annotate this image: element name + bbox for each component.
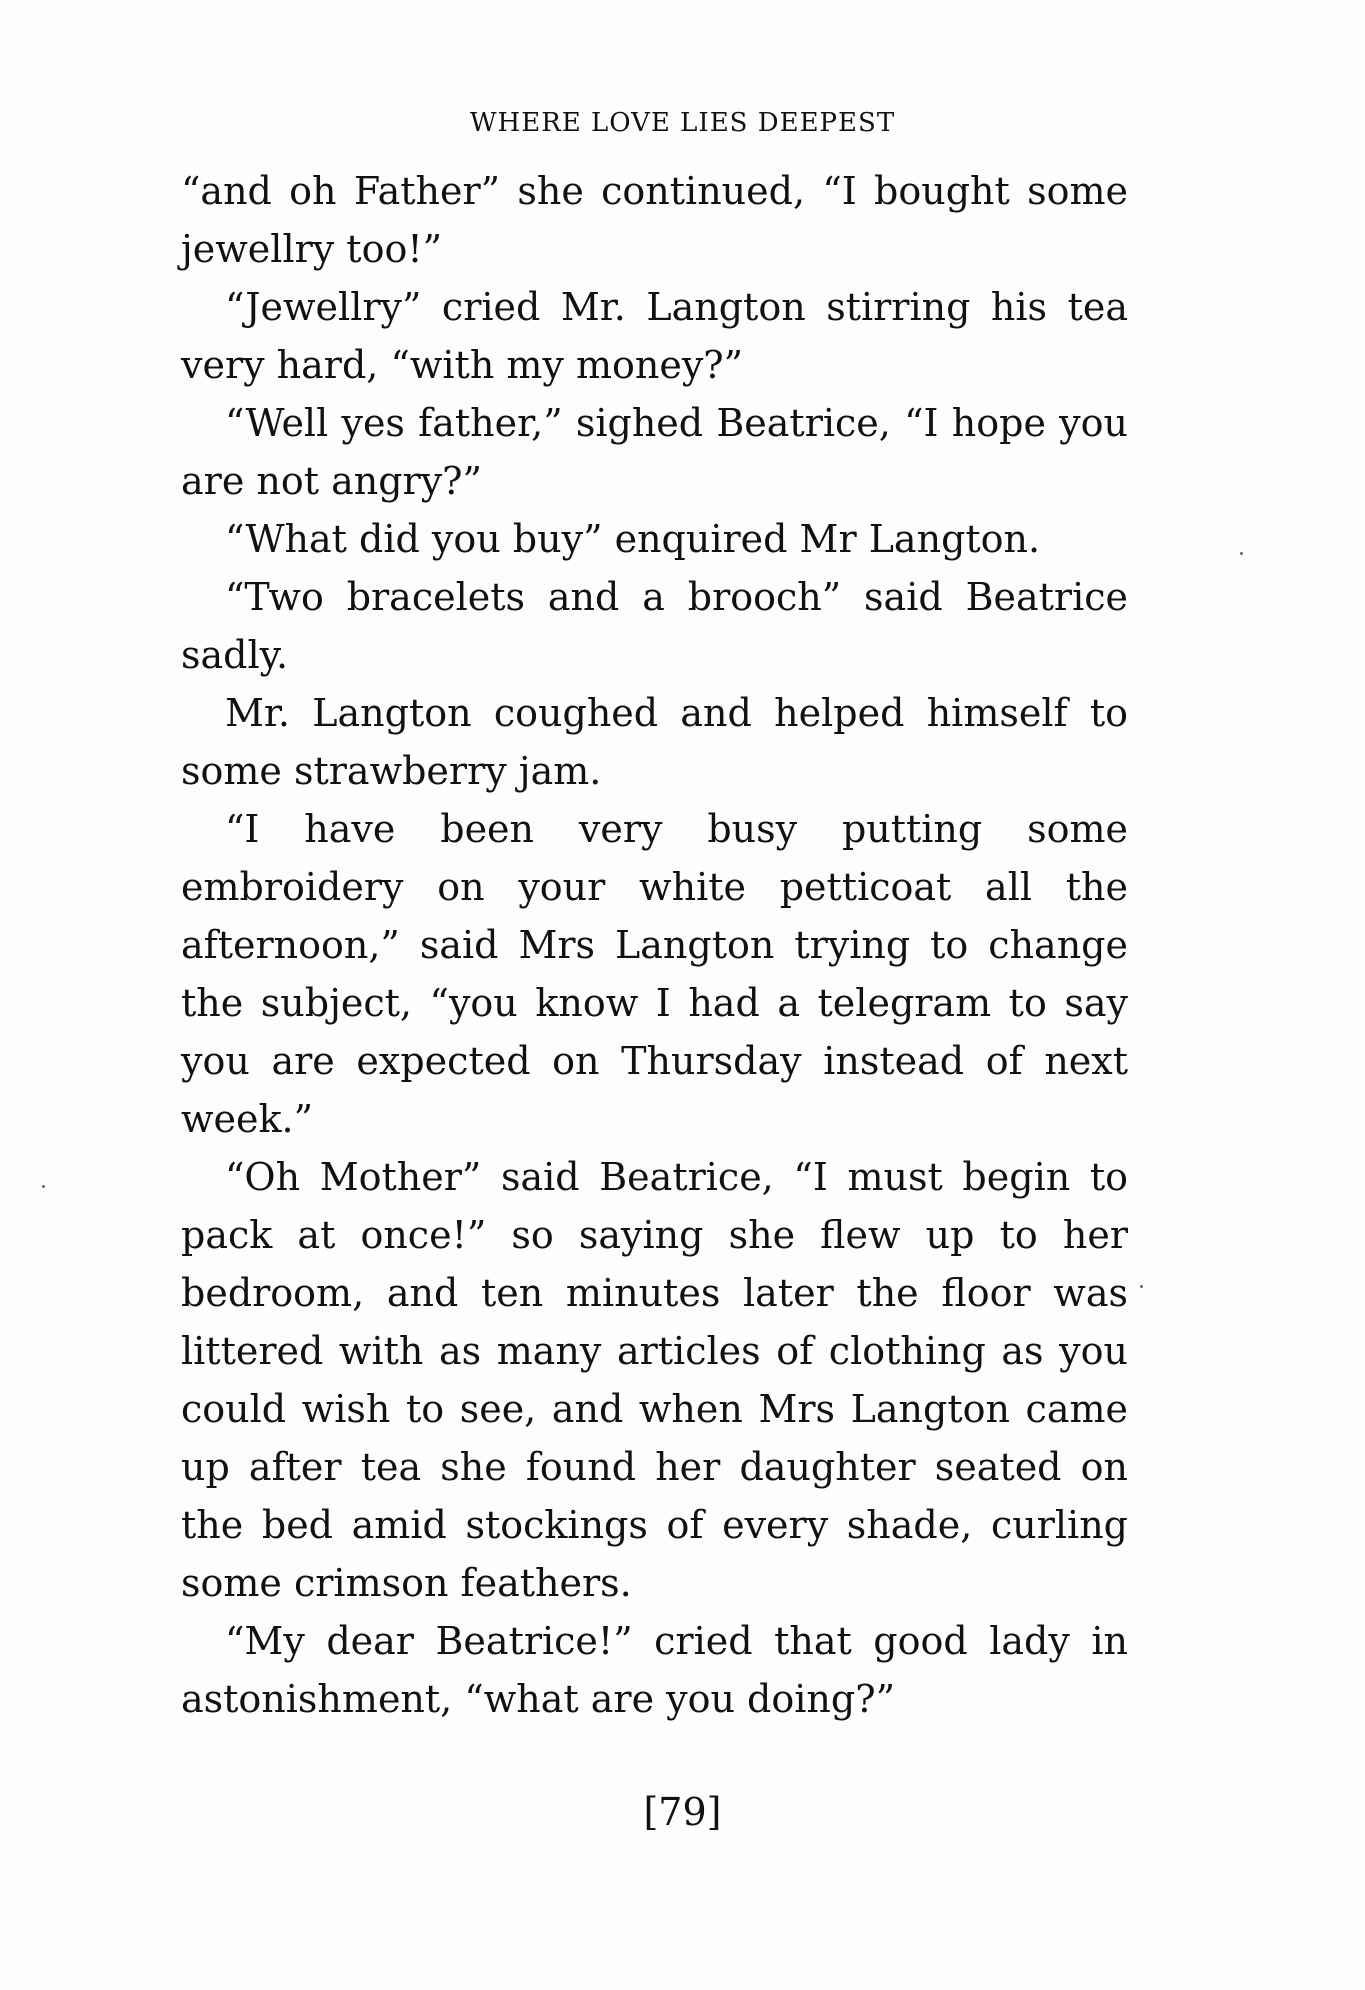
paragraph: “and oh Father” she continued, “I bought some jewellry too!” <box>181 169 1128 271</box>
paragraph: “My dear Beatrice!” cried that good lady in astonishment, “what are you doing?” <box>181 1619 1128 1721</box>
page-number: [79] <box>643 1790 722 1834</box>
paper-speck <box>1140 1285 1143 1288</box>
paragraph: Mr. Langton coughed and helped himself to some strawberry jam. <box>181 691 1128 793</box>
running-head: WHERE LOVE LIES DEEPEST <box>469 108 896 138</box>
paragraph: “Oh Mother” said Beatrice, “I must begin to pack at once!” so saying she flew up to her bedroom, and ten minutes later the floor was littered with as many articles of clothing as you could wish to see, and when Mrs Langton came up after tea she found her daughter seated on the bed amid stockings of every shade, curling some crimson feathers. <box>181 1155 1128 1605</box>
paragraph: “Well yes father,” sighed Beatrice, “I hope you are not angry?” <box>181 401 1128 503</box>
body-text <box>181 162 1128 1728</box>
paper-speck <box>42 1185 45 1188</box>
paragraph: “What did you buy” enquired Mr Langton. <box>225 517 1041 561</box>
paragraph: “Two bracelets and a brooch” said Beatrice sadly. <box>181 575 1128 677</box>
paragraph: “Jewellry” cried Mr. Langton stirring his tea very hard, “with my money?” <box>181 285 1128 387</box>
paragraph: “I have been very busy putting some embroidery on your white petticoat all the afternoon,” said Mrs Langton trying to change the subject, “you know I had a telegram to say you are expected on Thursday instead of next week.” <box>181 807 1128 1141</box>
paper-speck <box>1240 552 1243 555</box>
